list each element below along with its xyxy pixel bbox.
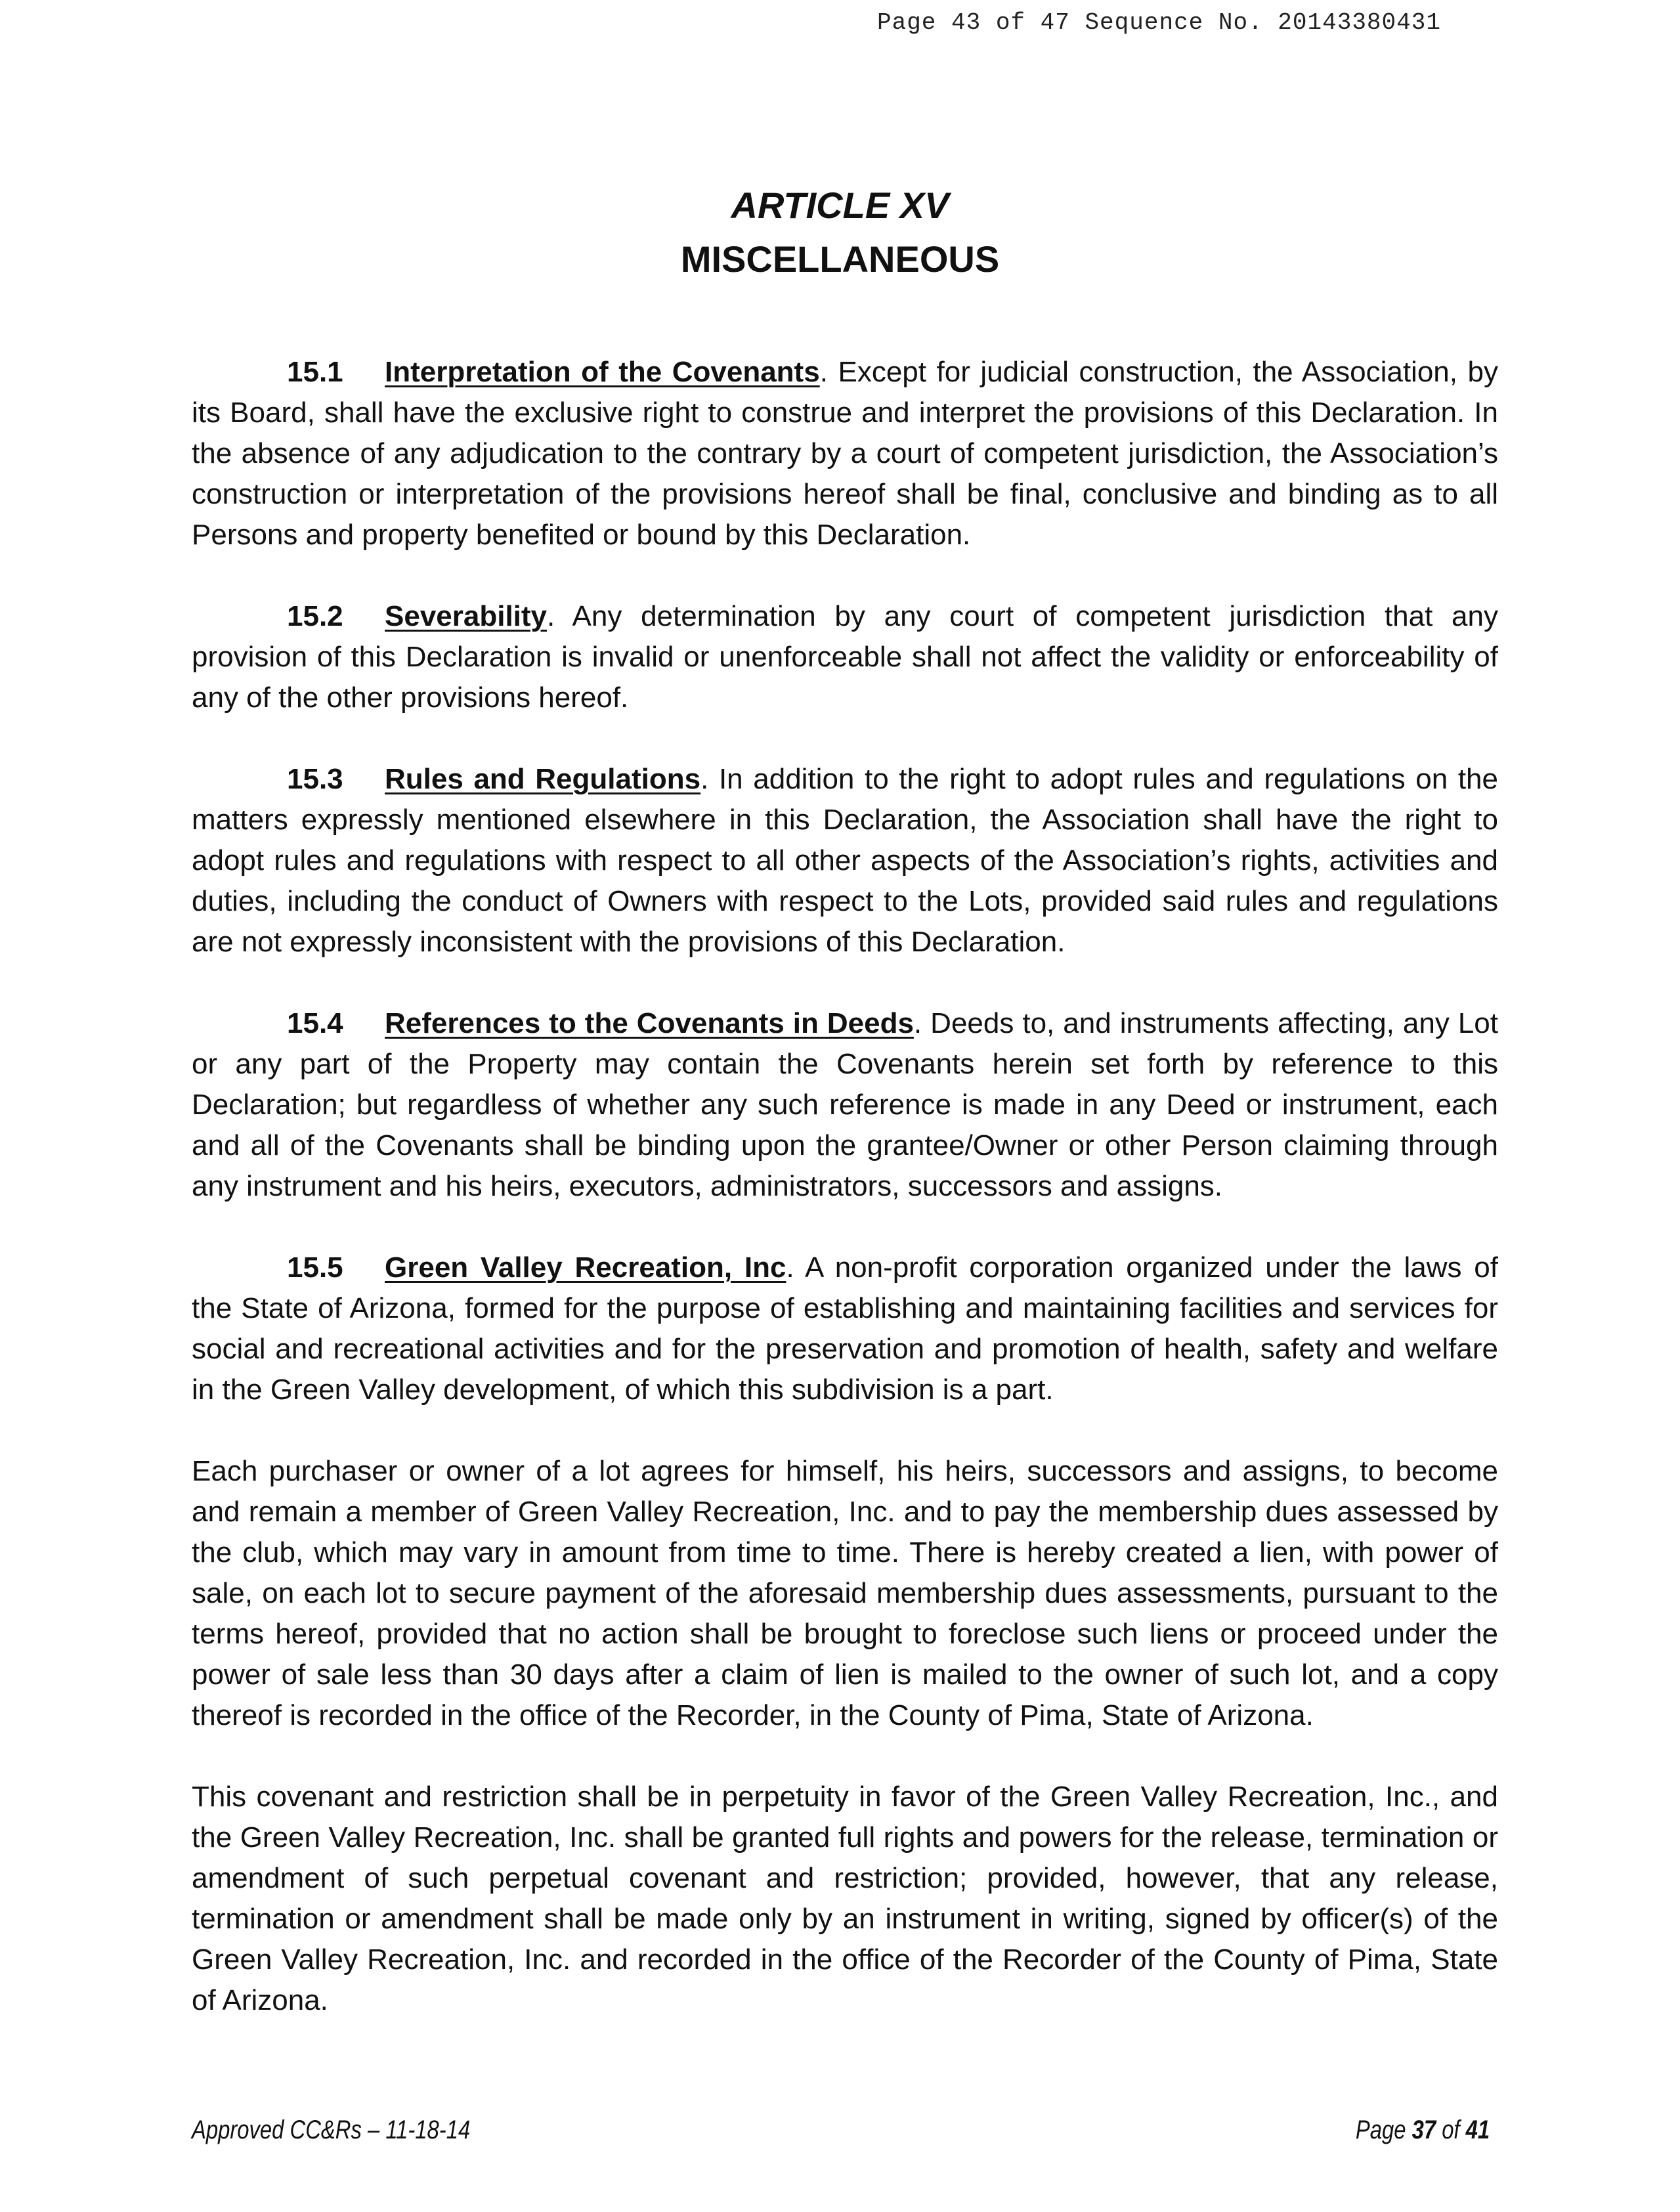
section-heading: Severability bbox=[385, 600, 548, 632]
page-stamp: Page 43 of 47 Sequence No. 20143380431 bbox=[877, 9, 1441, 36]
section-number: 15.3 bbox=[287, 763, 343, 795]
section-number: 15.1 bbox=[287, 356, 343, 388]
section-heading: Rules and Regulations bbox=[385, 763, 701, 795]
footer-page-number bbox=[1356, 2115, 1490, 2145]
footer-document-version: Approved CC&Rs – 11-18-14 bbox=[192, 2115, 471, 2144]
section-text: In addition to the right to adopt rules and regulations on the matters expressly mentioned elsewhere in this Declaration, the Association shall have the right to adopt rules and regulations with respect to all other aspects of the Association’s rights, activities and duties, including the conduct of Owners with respect to the Lots, provided said rules and regulations are not expressly inconsistent with the provisions of this Declaration. bbox=[192, 763, 1499, 958]
section-text: Deeds to, and instruments affecting, any Lot or any part of the Property may contain the Covenants herein set forth by reference to this Declaration; but regardless of whether any such reference is made in any Deed or instrument, each and all of the Covenants shall be binding upon the grantee/Owner or other Person claiming through any instrument and his heirs, executors, administrators, successors and assigns. bbox=[192, 1007, 1498, 1202]
section-15-4: 15.4 References to the Covenants in Deeds. Deeds to, and instruments affecting, any Lot or any part of the Property may contain the Covenants herein set forth by reference to this Declaration; but regardless of whether any such reference is made in any Deed or instrument, each and all of the Covenants shall be binding upon the grantee/Owner or other Person claiming through any instrument and his heirs, executors, administrators, successors and assigns. bbox=[192, 1003, 1498, 1207]
section-heading: Green Valley Recreation, Inc bbox=[385, 1251, 786, 1284]
article-title: MISCELLANEOUS bbox=[680, 238, 1000, 280]
section-number: 15.2 bbox=[287, 600, 343, 632]
section-text: Any determination by any court of competent jurisdiction that any provision of this Declaration is invalid or unenforceable shall not affect the validity or enforceability of any of the other provisions hereof. bbox=[192, 600, 1498, 714]
section-15-3: 15.3 Rules and Regulations. In addition to the right to adopt rules and regulations on the matters expressly mentioned elsewhere in this Declaration, the Association shall have the right to adopt rules and regulations with respect to all other aspects of the Association’s rights, activities and duties, including the conduct of Owners with respect to the Lots, provided said rules and regulations are not expressly inconsistent with the provisions of this Declaration. bbox=[192, 759, 1498, 963]
document-body bbox=[192, 352, 1498, 2062]
section-number: 15.4 bbox=[287, 1007, 343, 1039]
section-text: Except for judicial construction, the Association, by its Board, shall have the exclusive right to construe and interpret the provisions of this Declaration. In the absence of any adjudication to the contrary by a court of competent jurisdiction, the Association’s construction or interpretation of the provisions hereof shall be final, conclusive and binding as to all Persons and property benefited or bound by this Declaration. bbox=[192, 356, 1499, 551]
page-label: Page bbox=[1355, 2115, 1406, 2144]
section-text: A non-profit corporation organized under the laws of the State of Arizona, formed for the purpose of establishing and maintaining facilities and services for social and recreational activities and for the preservation and promotion of health, safety and welfare in the Green Valley development, of which this subdivision is a part. bbox=[192, 1251, 1498, 1406]
section-15-5: 15.5 Green Valley Recreation, Inc. A non-profit corporation organized under the laws of the State of Arizona, formed for the purpose of establishing and maintaining facilities and services for social and recreational activities and for the preservation and promotion of health, safety and welfare in the Green Valley development, of which this subdivision is a part. bbox=[192, 1247, 1498, 1410]
section-number: 15.5 bbox=[287, 1251, 343, 1284]
section-15-2: 15.2 Severability. Any determination by any court of competent jurisdiction that any provision of this Declaration is invalid or unenforceable shall not affect the validity or enforceability of any of the other provisions hereof. bbox=[192, 596, 1498, 718]
section-15-1: 15.1 Interpretation of the Covenants. Except for judicial construction, the Association, by its Board, shall have the exclusive right to construe and interpret the provisions of this Declaration. In the absence of any adjudication to the contrary by a court of competent jurisdiction, the Association’s construction or interpretation of the provisions hereof shall be final, conclusive and binding as to all Persons and property benefited or bound by this Declaration. bbox=[192, 352, 1498, 555]
section-heading: Interpretation of the Covenants bbox=[385, 356, 820, 388]
page-current: 37 bbox=[1411, 2115, 1436, 2144]
page-total: 41 bbox=[1465, 2115, 1490, 2144]
section-heading: References to the Covenants in Deeds bbox=[385, 1007, 914, 1039]
article-number: ARTICLE XV bbox=[731, 184, 949, 226]
paragraph-membership: Each purchaser or owner of a lot agrees for himself, his heirs, successors and assigns, to become and remain a member of Green Valley Recreation, Inc. and to pay the membership dues assessed by the club, which may vary in amount from time to time. There is hereby created a lien, with power of sale, on each lot to secure payment of the aforesaid membership dues assessments, pursuant to the terms hereof, provided that no action shall be brought to foreclose such liens or proceed under the power of sale less than 30 days after a claim of lien is mailed to the owner of such lot, and a copy thereof is recorded in the office of the Recorder, in the County of Pima, State of Arizona. bbox=[192, 1455, 1498, 1731]
page-of: of bbox=[1442, 2115, 1460, 2144]
paragraph-perpetuity: This covenant and restriction shall be in perpetuity in favor of the Green Valley Recreation, Inc., and the Green Valley Recreation, Inc. shall be granted full rights and powers for the release, termination or amendment of such perpetual covenant and restriction; provided, however, that any release, termination or amendment shall be made only by an instrument in writing, signed by officer(s) of the Green Valley Recreation, Inc. and recorded in the office of the Recorder of the County of Pima, State of Arizona. bbox=[192, 1781, 1498, 2016]
